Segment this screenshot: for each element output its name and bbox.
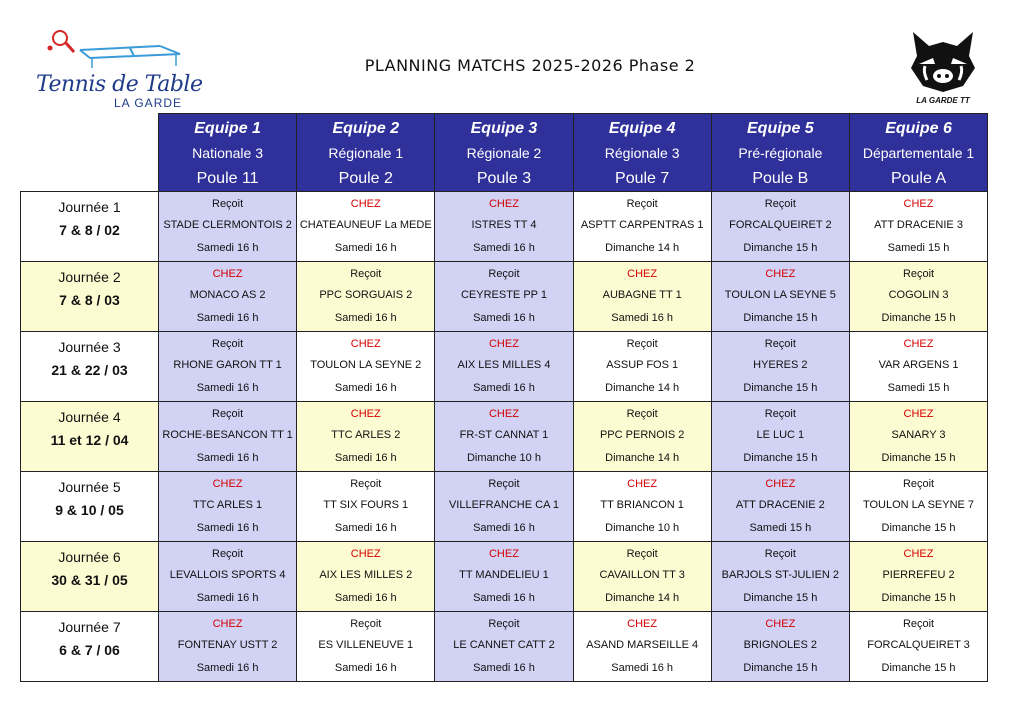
match-opponent: ES VILLENEUVE 1 xyxy=(318,639,414,651)
round-cell xyxy=(21,402,159,472)
match-opponent: PIERREFEU 2 xyxy=(882,569,955,581)
team-name: Equipe 6 xyxy=(885,120,952,137)
team-division: Régionale 3 xyxy=(604,145,680,161)
rounds-body xyxy=(21,192,988,682)
match-venue: CHEZ xyxy=(350,408,381,420)
match-opponent: CEYRESTE PP 1 xyxy=(460,289,547,301)
match-cell xyxy=(573,612,711,682)
round-dates: 6 & 7 / 06 xyxy=(59,642,120,658)
match-venue: Reçoit xyxy=(212,548,244,560)
match-cell xyxy=(297,262,435,332)
round-row xyxy=(21,332,988,402)
match-time: Samedi 16 h xyxy=(334,452,397,464)
match-venue: Reçoit xyxy=(626,338,658,350)
match-time: Samedi 16 h xyxy=(473,592,535,604)
team-name: Equipe 5 xyxy=(747,120,814,137)
match-time: Dimanche 15 h xyxy=(881,522,956,534)
match-time: Samedi 16 h xyxy=(473,522,535,534)
match-opponent: SANARY 3 xyxy=(891,429,946,441)
match-opponent: LE LUC 1 xyxy=(756,429,805,441)
round-cell xyxy=(21,472,159,542)
match-opponent: LEVALLOIS SPORTS 4 xyxy=(169,569,286,581)
team-header-5 xyxy=(711,114,849,192)
match-venue: CHEZ xyxy=(488,338,519,350)
match-venue: CHEZ xyxy=(212,478,243,490)
match-time: Samedi 16 h xyxy=(334,592,397,604)
match-venue: CHEZ xyxy=(903,408,934,420)
round-cell xyxy=(21,332,159,402)
match-time: Samedi 16 h xyxy=(196,242,259,254)
round-label: Journée 6 xyxy=(58,549,121,565)
match-cell xyxy=(711,332,849,402)
match-venue: CHEZ xyxy=(488,198,519,210)
match-cell xyxy=(711,192,849,262)
match-venue: CHEZ xyxy=(903,338,934,350)
round-row xyxy=(21,612,988,682)
match-opponent: PPC PERNOIS 2 xyxy=(599,429,685,441)
match-cell xyxy=(849,262,987,332)
match-cell xyxy=(573,542,711,612)
match-cell xyxy=(849,192,987,262)
match-venue: Reçoit xyxy=(902,618,935,630)
match-opponent: ATT DRACENIE 2 xyxy=(735,499,825,511)
match-venue: Reçoit xyxy=(626,408,658,420)
match-opponent: TTC ARLES 2 xyxy=(331,429,401,441)
match-time: Samedi 16 h xyxy=(473,312,535,324)
match-cell xyxy=(573,262,711,332)
match-cell xyxy=(159,332,297,402)
match-venue: CHEZ xyxy=(765,478,796,490)
match-opponent: TOULON LA SEYNE 5 xyxy=(724,289,836,301)
match-opponent: ROCHE-BESANCON TT 1 xyxy=(162,429,293,441)
round-dates: 7 & 8 / 02 xyxy=(59,222,120,238)
match-cell xyxy=(297,402,435,472)
match-time: Dimanche 15 h xyxy=(743,382,818,394)
match-cell xyxy=(159,192,297,262)
match-cell xyxy=(159,612,297,682)
match-time: Samedi 16 h xyxy=(334,662,397,674)
team-name: Equipe 1 xyxy=(194,120,261,137)
round-cell xyxy=(21,192,159,262)
match-cell xyxy=(297,472,435,542)
match-time: Dimanche 10 h xyxy=(466,452,541,464)
match-venue: Reçoit xyxy=(764,548,796,560)
match-time: Dimanche 14 h xyxy=(605,452,680,464)
team-pool: Poule 2 xyxy=(338,170,393,187)
match-time: Samedi 16 h xyxy=(196,452,259,464)
club-logo xyxy=(30,28,203,110)
match-venue: CHEZ xyxy=(350,548,381,560)
match-venue: Reçoit xyxy=(626,548,658,560)
match-time: Samedi 16 h xyxy=(334,382,397,394)
round-label: Journée 7 xyxy=(58,619,121,635)
match-opponent: ASPTT CARPENTRAS 1 xyxy=(580,219,704,231)
match-venue: Reçoit xyxy=(902,268,935,280)
match-venue: CHEZ xyxy=(903,548,934,560)
match-venue: CHEZ xyxy=(903,198,934,210)
match-time: Samedi 16 h xyxy=(196,592,259,604)
match-cell xyxy=(297,612,435,682)
team-division: Pré-régionale xyxy=(738,145,823,161)
round-cell xyxy=(21,262,159,332)
match-cell xyxy=(849,332,987,402)
match-opponent: VILLEFRANCHE CA 1 xyxy=(448,499,559,511)
match-venue: Reçoit xyxy=(764,338,796,350)
match-cell xyxy=(711,402,849,472)
match-cell xyxy=(159,402,297,472)
match-venue: CHEZ xyxy=(627,618,658,630)
match-opponent: TOULON LA SEYNE 7 xyxy=(862,499,975,511)
team-name: Equipe 2 xyxy=(332,120,400,137)
match-cell xyxy=(435,192,573,262)
match-opponent: RHONE GARON TT 1 xyxy=(173,359,282,371)
match-venue: Reçoit xyxy=(212,408,244,420)
match-cell xyxy=(435,262,573,332)
match-opponent: TTC ARLES 1 xyxy=(193,499,263,511)
match-opponent: STADE CLERMONTOIS 2 xyxy=(163,219,292,231)
match-opponent: AUBAGNE TT 1 xyxy=(602,289,682,301)
mascot-logo xyxy=(905,28,995,110)
match-time: Dimanche 15 h xyxy=(881,592,956,604)
match-time: Samedi 16 h xyxy=(334,522,397,534)
match-time: Samedi 16 h xyxy=(334,312,397,324)
round-row xyxy=(21,192,988,262)
match-cell xyxy=(573,192,711,262)
ping-pong-table-icon xyxy=(30,28,200,78)
match-venue: Reçoit xyxy=(488,618,520,630)
match-opponent: BRIGNOLES 2 xyxy=(743,639,818,651)
match-venue: CHEZ xyxy=(350,338,381,350)
match-time: Dimanche 15 h xyxy=(881,452,956,464)
round-label: Journée 4 xyxy=(58,409,121,425)
match-opponent: FORCALQUEIRET 2 xyxy=(729,219,832,231)
match-opponent: TOULON LA SEYNE 2 xyxy=(310,359,422,371)
boar-head-icon xyxy=(905,28,981,94)
match-venue: CHEZ xyxy=(627,268,658,280)
team-name: Equipe 3 xyxy=(470,120,538,137)
match-time: Samedi 16 h xyxy=(196,662,259,674)
match-opponent: FORCALQUEIRET 3 xyxy=(867,639,970,651)
team-header-3 xyxy=(435,114,573,192)
round-dates: 7 & 8 / 03 xyxy=(59,292,120,308)
match-time: Dimanche 14 h xyxy=(605,592,680,604)
round-row xyxy=(21,542,988,612)
match-cell xyxy=(849,402,987,472)
match-venue: CHEZ xyxy=(627,478,658,490)
match-cell xyxy=(159,262,297,332)
match-cell xyxy=(849,612,987,682)
match-time: Samedi 16 h xyxy=(611,662,674,674)
match-opponent: ASAND MARSEILLE 4 xyxy=(586,639,699,651)
team-division: Régionale 2 xyxy=(466,145,542,161)
club-logo-subtitle: LA GARDE xyxy=(114,96,183,110)
match-cell xyxy=(849,542,987,612)
match-time: Dimanche 10 h xyxy=(605,522,680,534)
team-pool: Poule 3 xyxy=(476,170,532,187)
match-cell xyxy=(297,542,435,612)
match-cell xyxy=(435,542,573,612)
match-time: Samedi 16 h xyxy=(196,522,259,534)
team-pool: Poule A xyxy=(890,170,947,187)
match-venue: Reçoit xyxy=(350,618,382,630)
match-time: Samedi 16 h xyxy=(611,312,674,324)
match-cell xyxy=(159,472,297,542)
match-cell xyxy=(159,542,297,612)
match-cell xyxy=(435,472,573,542)
match-venue: Reçoit xyxy=(350,268,382,280)
match-venue: CHEZ xyxy=(488,548,519,560)
match-venue: CHEZ xyxy=(488,408,519,420)
page-title: PLANNING MATCHS 2025-2026 Phase 2 xyxy=(364,56,696,75)
match-cell xyxy=(297,192,435,262)
round-label: Journée 2 xyxy=(58,269,121,285)
match-opponent: HYERES 2 xyxy=(753,359,808,371)
match-time: Samedi 16 h xyxy=(473,242,535,254)
match-time: Samedi 15 h xyxy=(887,242,950,254)
round-dates: 11 et 12 / 04 xyxy=(50,432,129,448)
team-header-6 xyxy=(849,114,987,192)
team-pool: Poule 7 xyxy=(615,170,670,187)
match-time: Samedi 16 h xyxy=(196,312,259,324)
match-venue: Reçoit xyxy=(902,478,935,490)
match-cell xyxy=(711,612,849,682)
club-logo-title: Tennis de Table xyxy=(36,72,203,97)
team-pool: Poule B xyxy=(752,170,809,187)
match-opponent: ISTRES TT 4 xyxy=(471,219,537,231)
round-label: Journée 3 xyxy=(58,339,121,355)
match-cell xyxy=(573,402,711,472)
match-time: Samedi 15 h xyxy=(749,522,812,534)
round-label: Journée 5 xyxy=(58,479,121,495)
round-row xyxy=(21,472,988,542)
round-label: Journée 1 xyxy=(58,199,121,215)
match-venue: CHEZ xyxy=(765,268,796,280)
match-time: Samedi 16 h xyxy=(473,382,535,394)
match-time: Dimanche 15 h xyxy=(743,312,818,324)
match-cell xyxy=(573,472,711,542)
match-venue: Reçoit xyxy=(764,408,796,420)
match-cell xyxy=(435,332,573,402)
match-opponent: LE CANNET CATT 2 xyxy=(453,639,555,651)
match-opponent: TT BRIANCON 1 xyxy=(600,499,684,511)
match-cell xyxy=(849,472,987,542)
match-time: Dimanche 14 h xyxy=(605,382,680,394)
match-opponent: PPC SORGUAIS 2 xyxy=(319,289,413,301)
match-opponent: ATT DRACENIE 3 xyxy=(874,219,963,231)
team-header-4 xyxy=(573,114,711,192)
match-time: Samedi 16 h xyxy=(473,662,535,674)
round-row xyxy=(21,262,988,332)
match-cell xyxy=(435,612,573,682)
match-time: Samedi 16 h xyxy=(196,382,259,394)
round-row xyxy=(21,402,988,472)
match-venue: Reçoit xyxy=(488,478,520,490)
team-name: Equipe 4 xyxy=(608,120,676,137)
match-venue: CHEZ xyxy=(212,268,243,280)
match-venue: Reçoit xyxy=(212,198,244,210)
match-cell xyxy=(711,472,849,542)
match-venue: Reçoit xyxy=(488,268,520,280)
match-venue: CHEZ xyxy=(765,618,796,630)
round-dates: 30 & 31 / 05 xyxy=(51,572,128,588)
match-cell xyxy=(711,262,849,332)
match-time: Dimanche 15 h xyxy=(881,312,956,324)
match-opponent: CHATEAUNEUF La MEDE xyxy=(299,219,432,231)
team-division: Régionale 1 xyxy=(328,145,404,161)
match-opponent: TT SIX FOURS 1 xyxy=(323,499,409,511)
round-cell xyxy=(21,612,159,682)
team-header-2 xyxy=(297,114,435,192)
match-opponent: AIX LES MILLES 4 xyxy=(457,359,551,371)
match-time: Dimanche 15 h xyxy=(743,452,818,464)
round-dates: 21 & 22 / 03 xyxy=(51,362,128,378)
match-cell xyxy=(573,332,711,402)
match-cell xyxy=(297,332,435,402)
match-opponent: ASSUP FOS 1 xyxy=(606,359,679,371)
team-header-row xyxy=(21,114,988,192)
match-opponent: COGOLIN 3 xyxy=(888,289,949,301)
round-cell xyxy=(21,542,159,612)
match-time: Dimanche 15 h xyxy=(743,592,818,604)
team-header-1 xyxy=(159,114,297,192)
match-opponent: MONACO AS 2 xyxy=(189,289,266,301)
schedule-table xyxy=(20,113,988,682)
match-time: Dimanche 15 h xyxy=(881,662,956,674)
match-venue: Reçoit xyxy=(626,198,658,210)
match-time: Dimanche 15 h xyxy=(743,242,818,254)
match-venue: Reçoit xyxy=(350,478,382,490)
match-time: Samedi 15 h xyxy=(887,382,950,394)
match-opponent: VAR ARGENS 1 xyxy=(878,359,959,371)
match-time: Dimanche 14 h xyxy=(605,242,680,254)
match-time: Dimanche 15 h xyxy=(743,662,818,674)
match-time: Samedi 16 h xyxy=(334,242,397,254)
match-opponent: FONTENAY USTT 2 xyxy=(177,639,278,651)
match-opponent: FR-ST CANNAT 1 xyxy=(459,429,549,441)
match-opponent: TT MANDELIEU 1 xyxy=(459,569,549,581)
match-venue: Reçoit xyxy=(764,198,796,210)
match-venue: CHEZ xyxy=(212,618,243,630)
mascot-label: LA GARDE TT xyxy=(916,96,970,105)
match-cell xyxy=(435,402,573,472)
round-dates: 9 & 10 / 05 xyxy=(55,502,124,518)
match-opponent: BARJOLS ST-JULIEN 2 xyxy=(721,569,840,581)
team-pool: Poule 11 xyxy=(196,170,259,187)
match-opponent: CAVAILLON TT 3 xyxy=(599,569,685,581)
match-opponent: AIX LES MILLES 2 xyxy=(319,569,413,581)
team-division: Nationale 3 xyxy=(192,145,263,161)
match-cell xyxy=(711,542,849,612)
header-corner xyxy=(21,114,159,192)
team-division: Départementale 1 xyxy=(862,145,975,161)
match-venue: CHEZ xyxy=(350,198,381,210)
match-venue: Reçoit xyxy=(212,338,244,350)
